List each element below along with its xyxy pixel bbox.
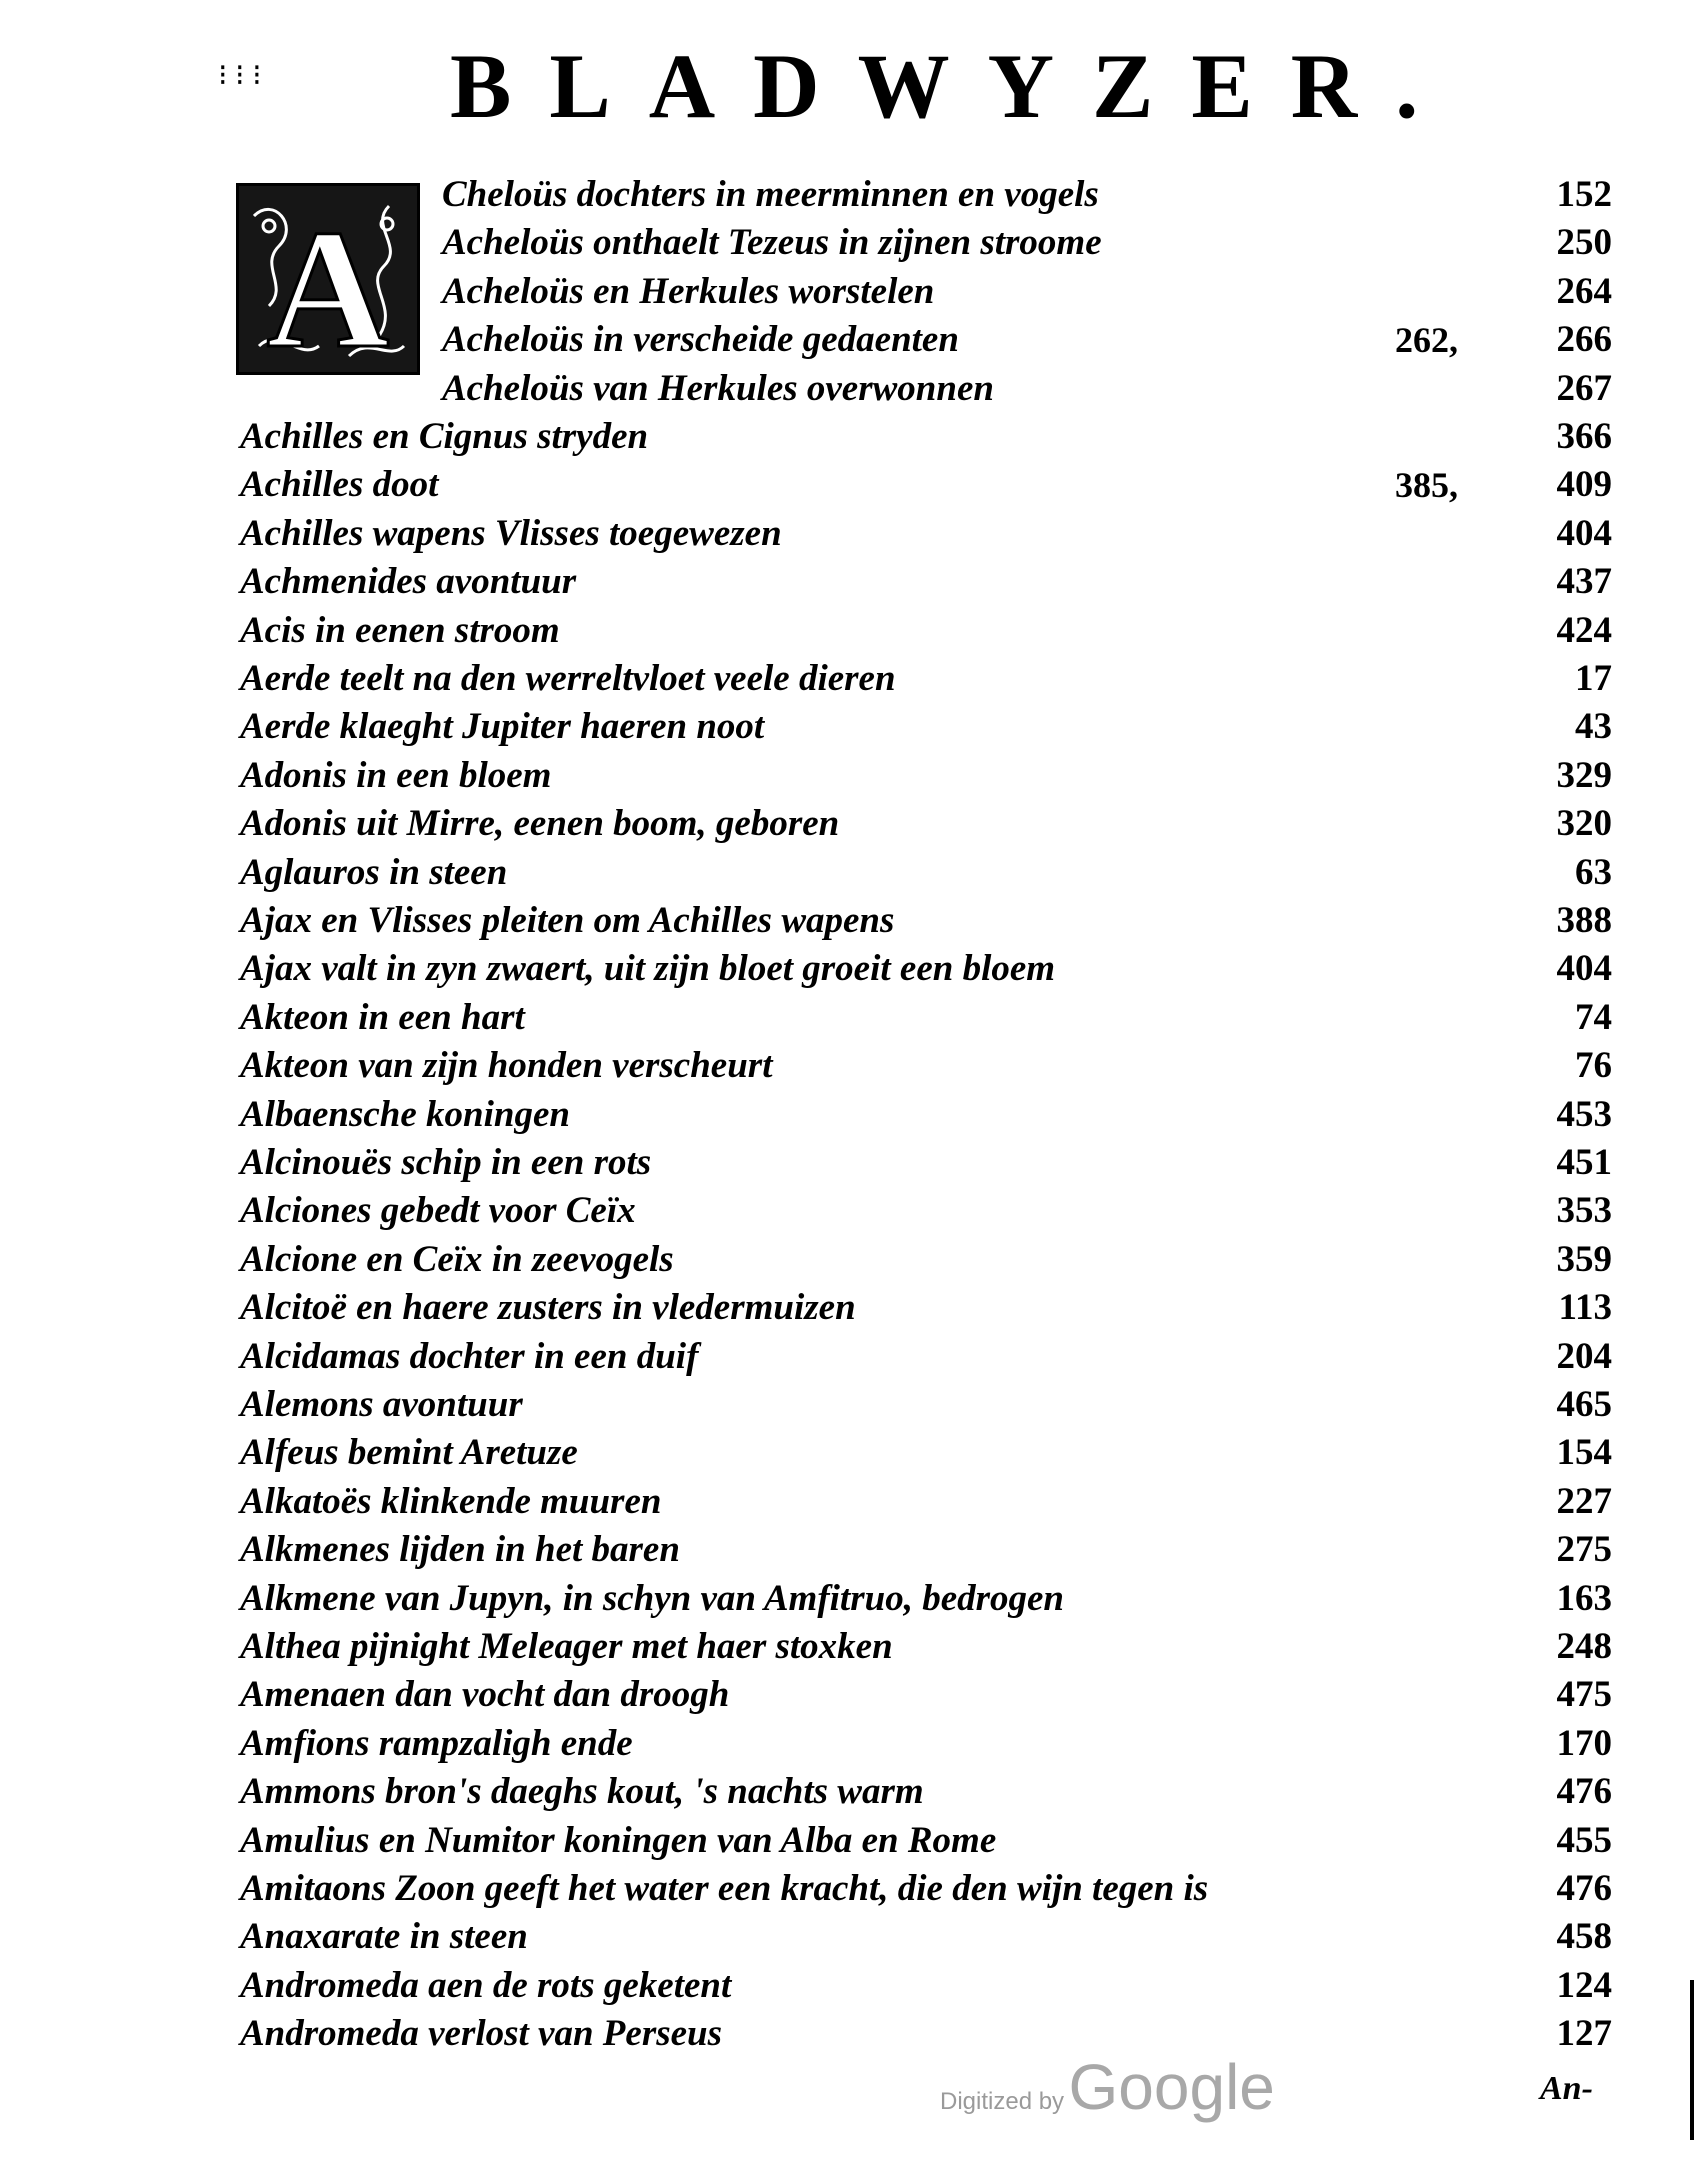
index-entry xyxy=(0,414,1612,460)
entry-text: Akteon in een hart xyxy=(240,996,525,1038)
page-title: BLADWYZER. xyxy=(450,35,1457,137)
scan-mark: ⁝ ⁝ ⁝ xyxy=(218,59,262,92)
entry-text: Acheloüs van Herkules overwonnen xyxy=(442,367,994,409)
index-entry xyxy=(0,1818,1612,1864)
entry-page-number: 74 xyxy=(1575,996,1612,1038)
entry-text: Akteon van zijn honden verscheurt xyxy=(240,1045,773,1087)
entry-text: Amulius en Numitor koningen van Alba en Rome xyxy=(240,1819,997,1861)
entry-text: Alciones gebedt voor Ceïx xyxy=(240,1190,636,1232)
index-entry xyxy=(0,462,1612,508)
entry-text: Andromeda verlost van Perseus xyxy=(240,2013,723,2055)
entry-page-number: 170 xyxy=(1556,1722,1612,1764)
index-entry xyxy=(0,172,1612,218)
index-entry xyxy=(0,1963,1612,2009)
entry-page-number: 124 xyxy=(1556,1964,1612,2006)
entry-page-number: 453 xyxy=(1556,1093,1612,1135)
entry-text: Alkmenes lijden in het baren xyxy=(240,1529,680,1571)
entry-page-number: 424 xyxy=(1556,609,1612,651)
entry-page-number: 366 xyxy=(1556,416,1612,457)
entry-text: Amitaons Zoon geeft het water een kracht, die den wijn tegen is xyxy=(240,1868,1209,1909)
entry-page-number: 266 xyxy=(1556,319,1612,361)
entry-page-number: 451 xyxy=(1556,1142,1612,1183)
index-entry xyxy=(0,850,1612,896)
entry-page-number: 264 xyxy=(1556,270,1612,312)
entry-page-number: 63 xyxy=(1575,851,1612,893)
index-entry xyxy=(0,995,1612,1041)
index-entry xyxy=(0,366,1612,412)
index-entry xyxy=(0,898,1612,944)
entry-page-number: 154 xyxy=(1556,1432,1612,1474)
entry-page-number: 404 xyxy=(1556,948,1612,990)
entry-text: Aerde klaeght Jupiter haeren noot xyxy=(240,706,765,748)
index-entry xyxy=(0,1914,1612,1960)
index-entry xyxy=(0,1769,1612,1815)
entry-page-number: 476 xyxy=(1556,1868,1612,1909)
index-entry xyxy=(0,801,1612,847)
entry-page-number: 437 xyxy=(1556,561,1612,603)
index-entry xyxy=(0,753,1612,799)
index-entry xyxy=(0,2011,1612,2057)
entry-page-number: 204 xyxy=(1556,1335,1612,1377)
watermark-small-text: Digitized by xyxy=(940,2088,1065,2115)
entry-page-number: 329 xyxy=(1556,754,1612,796)
entry-text: Adonis uit Mirre, eenen boom, geboren xyxy=(240,803,840,845)
entry-page-number: 76 xyxy=(1575,1045,1612,1087)
entry-page-number: 359 xyxy=(1556,1238,1612,1280)
catchword: An- xyxy=(1540,2070,1593,2107)
index-entry xyxy=(0,511,1612,557)
entry-text: Albaensche koningen xyxy=(240,1093,570,1135)
entry-text: Aglauros in steen xyxy=(240,851,508,893)
entry-text: Acheloüs en Herkules worstelen xyxy=(442,270,935,312)
index-entry xyxy=(0,1285,1612,1331)
index-entry xyxy=(0,1140,1612,1186)
digitized-by-google-watermark xyxy=(940,2050,1275,2124)
entry-page-number: 455 xyxy=(1556,1819,1612,1861)
entry-page-number: 353 xyxy=(1556,1190,1612,1232)
entry-page-number: 152 xyxy=(1556,174,1612,215)
entry-text: Alcidamas dochter in een duif xyxy=(240,1335,699,1377)
page-edge-rule xyxy=(1690,1980,1694,2140)
entry-page-number: 409 xyxy=(1556,464,1612,506)
entry-text: Alemons avontuur xyxy=(240,1384,523,1425)
index-entry xyxy=(0,1576,1612,1622)
entry-page-number: 388 xyxy=(1556,900,1612,941)
entry-page-number: 465 xyxy=(1556,1384,1612,1425)
entry-page-number: 476 xyxy=(1556,1771,1612,1813)
index-entry xyxy=(0,608,1612,654)
entry-text: Alcione en Ceïx in zeevogels xyxy=(240,1238,674,1280)
entry-text: Alcinouës schip in een rots xyxy=(240,1142,652,1183)
entry-extra-page: 385, xyxy=(1395,465,1458,506)
index-entry xyxy=(0,220,1612,266)
entry-page-number: 227 xyxy=(1556,1480,1612,1522)
entry-text: Ajax en Vlisses pleiten om Achilles wapens xyxy=(240,900,895,941)
index-entry xyxy=(0,1237,1612,1283)
entry-text: Amfions rampzaligh ende xyxy=(240,1722,633,1764)
index-entry xyxy=(0,1334,1612,1380)
entry-page-number: 320 xyxy=(1556,803,1612,845)
index-entry xyxy=(0,1043,1612,1089)
index-entry xyxy=(0,1188,1612,1234)
entry-text: Andromeda aen de rots geketent xyxy=(240,1964,732,2006)
entry-page-number: 43 xyxy=(1575,706,1612,748)
index-entry xyxy=(0,656,1612,702)
entry-text: Ammons bron's daeghs kout, 's nachts warm xyxy=(240,1771,924,1813)
svg-text:A: A xyxy=(266,195,390,372)
index-entry xyxy=(0,1092,1612,1138)
entry-text: Alkatoës klinkende muuren xyxy=(240,1480,662,1522)
index-entry xyxy=(0,317,1612,363)
entry-text: Acheloüs in verscheide gedaenten xyxy=(442,319,959,361)
entry-text: Achmenides avontuur xyxy=(240,561,577,603)
entry-page-number: 404 xyxy=(1556,512,1612,554)
entry-text: Acheloüs onthaelt Tezeus in zijnen stroome xyxy=(442,222,1102,264)
entry-page-number: 275 xyxy=(1556,1529,1612,1571)
index-entry xyxy=(0,1624,1612,1670)
entry-text: Anaxarate in steen xyxy=(240,1916,528,1958)
entry-text: Aerde teelt na den werreltvloet veele dieren xyxy=(240,658,896,699)
entry-text: Amenaen dan vocht dan droogh xyxy=(240,1674,730,1716)
index-entry xyxy=(0,1479,1612,1525)
entry-text: Alkmene van Jupyn, in schyn van Amfitruo, bedrogen xyxy=(240,1577,1065,1619)
entry-page-number: 113 xyxy=(1558,1287,1612,1329)
index-entry xyxy=(0,559,1612,605)
entry-text: Cheloüs dochters in meerminnen en vogels xyxy=(442,174,1099,215)
entry-text: Althea pijnight Meleager met haer stoxken xyxy=(240,1626,893,1667)
entry-text: Alcitoë en haere zusters in vledermuizen xyxy=(240,1287,856,1329)
entry-page-number: 248 xyxy=(1556,1626,1612,1667)
entry-text: Achilles doot xyxy=(240,464,439,506)
entry-page-number: 267 xyxy=(1556,367,1612,409)
index-entry xyxy=(0,1527,1612,1573)
entry-extra-page: 262, xyxy=(1395,320,1458,361)
index-entry xyxy=(0,1382,1612,1428)
index-entry xyxy=(0,1672,1612,1718)
entry-page-number: 17 xyxy=(1575,658,1612,699)
entry-page-number: 458 xyxy=(1556,1916,1612,1958)
entry-text: Achilles en Cignus stryden xyxy=(240,416,649,457)
entry-page-number: 127 xyxy=(1556,2013,1612,2055)
entry-text: Ajax valt in zyn zwaert, uit zijn bloet groeit een bloem xyxy=(240,948,1056,990)
entry-text: Adonis in een bloem xyxy=(240,754,552,796)
entry-page-number: 163 xyxy=(1556,1577,1612,1619)
index-entry xyxy=(0,704,1612,750)
entry-text: Achilles wapens Vlisses toegewezen xyxy=(240,512,782,554)
watermark-logo-text: Google xyxy=(1068,2051,1275,2123)
index-entry xyxy=(0,269,1612,315)
entry-text: Alfeus bemint Aretuze xyxy=(240,1432,578,1474)
index-entry xyxy=(0,1866,1612,1912)
index-entry xyxy=(0,1721,1612,1767)
entry-page-number: 475 xyxy=(1556,1674,1612,1716)
index-entry xyxy=(0,946,1612,992)
index-entry xyxy=(0,1430,1612,1476)
entry-text: Acis in eenen stroom xyxy=(240,609,560,651)
entry-page-number: 250 xyxy=(1556,222,1612,264)
